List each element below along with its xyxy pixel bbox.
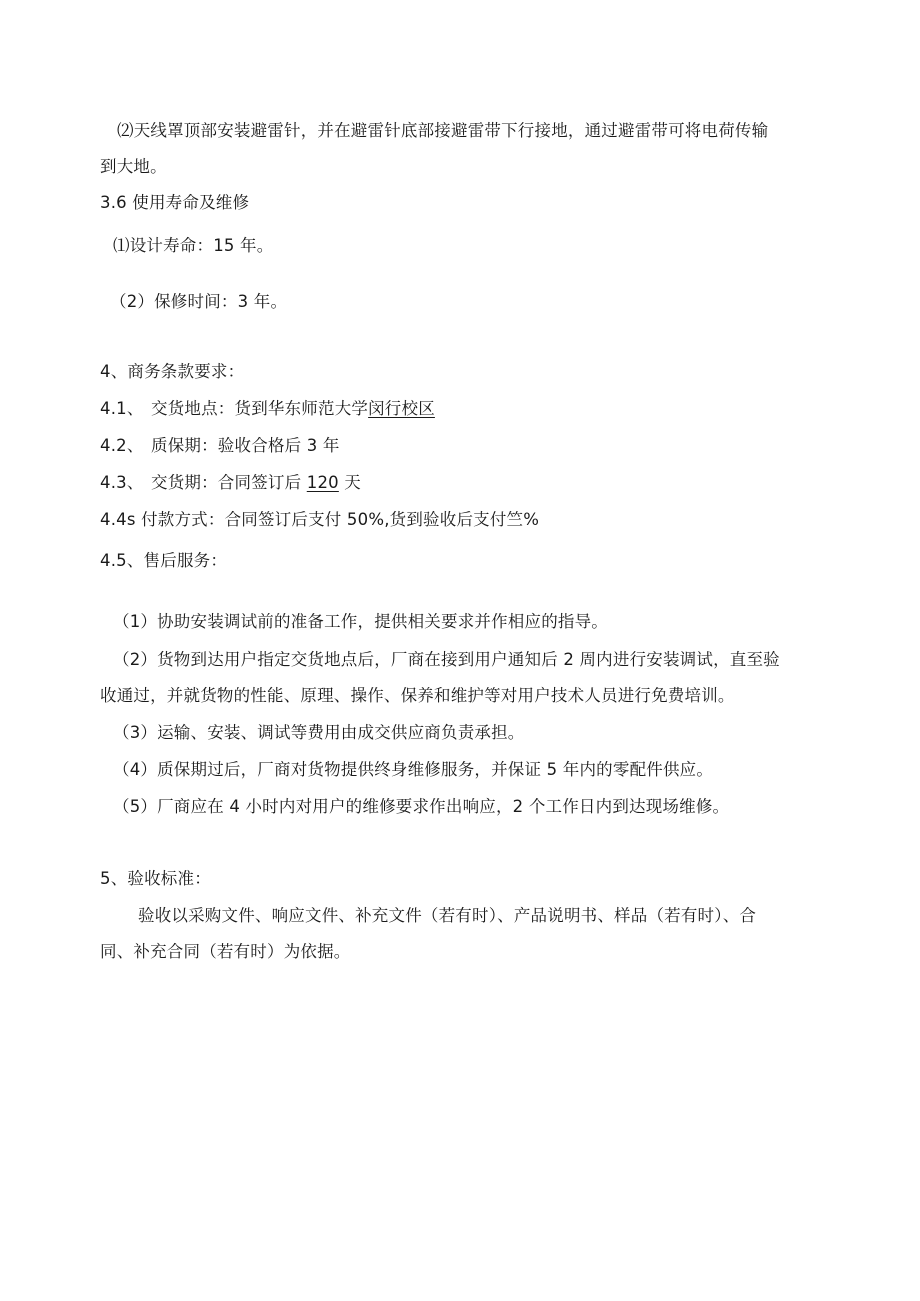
after-sales-item-2-line-1: （2）货物到达用户指定交货地点后，厂商在接到用户通知后 2 周内进行安装调试，直至验 xyxy=(113,650,780,669)
section-4-1 xyxy=(100,398,435,420)
section-4-heading: 4、商务条款要求： xyxy=(100,362,245,381)
section-5-heading: 5、验收标准： xyxy=(100,869,211,888)
after-sales-item-2-line-2: 收通过，并就货物的性能、原理、操作、保养和维护等对用户技术人员进行免费培训。 xyxy=(100,686,735,705)
delivery-period-label: 交货期：合同签订后 xyxy=(151,473,307,492)
after-sales-item-1: （1）协助安装调试前的准备工作，提供相关要求并作相应的指导。 xyxy=(113,612,608,631)
delivery-days-unit: 天 xyxy=(338,473,361,492)
section-5-paragraph-line-1: 验收以采购文件、响应文件、补充文件（若有时）、产品说明书、样品（若有时）、合 xyxy=(138,906,757,925)
warranty-period: 质保期：验收合格后 3 年 xyxy=(151,436,340,455)
section-3-6-item-1: ⑴设计寿命：15 年。 xyxy=(113,236,274,255)
section-number: 4.1、 xyxy=(100,399,144,418)
delivery-location-label: 交货地点：货到华东师范大学 xyxy=(151,399,369,418)
section-4-5: 4.5、售后服务： xyxy=(100,551,228,570)
section-3-5-item-2-line-1: ⑵天线罩顶部安装避雷针，并在避雷针底部接避雷带下行接地，通过避雷带可将电荷传输 xyxy=(117,121,769,140)
section-4-4: 4.4s 付款方式：合同签订后支付 50%,货到验收后支付竺% xyxy=(100,510,540,529)
section-3-5-item-2-line-2: 到大地。 xyxy=(100,157,167,176)
section-number: 4.3、 xyxy=(100,473,144,492)
after-sales-item-5: （5）厂商应在 4 小时内对用户的维修要求作出响应，2 个工作日内到达现场维修。 xyxy=(113,797,730,816)
after-sales-item-3: （3）运输、安装、调试等费用由成交供应商负责承担。 xyxy=(113,723,525,742)
delivery-campus: 闵行校区 xyxy=(368,399,435,418)
section-4-2 xyxy=(100,435,340,457)
section-5-paragraph-line-2: 同、补充合同（若有时）为依据。 xyxy=(100,942,351,961)
section-3-6-item-2: （2）保修时间：3 年。 xyxy=(110,292,288,311)
section-number: 4.2、 xyxy=(100,436,144,455)
section-4-3 xyxy=(100,472,361,494)
delivery-days: 120 xyxy=(306,473,339,492)
after-sales-item-4: （4）质保期过后，厂商对货物提供终身维修服务，并保证 5 年内的零配件供应。 xyxy=(113,760,714,779)
section-3-6-heading: 3.6 使用寿命及维修 xyxy=(100,193,250,212)
